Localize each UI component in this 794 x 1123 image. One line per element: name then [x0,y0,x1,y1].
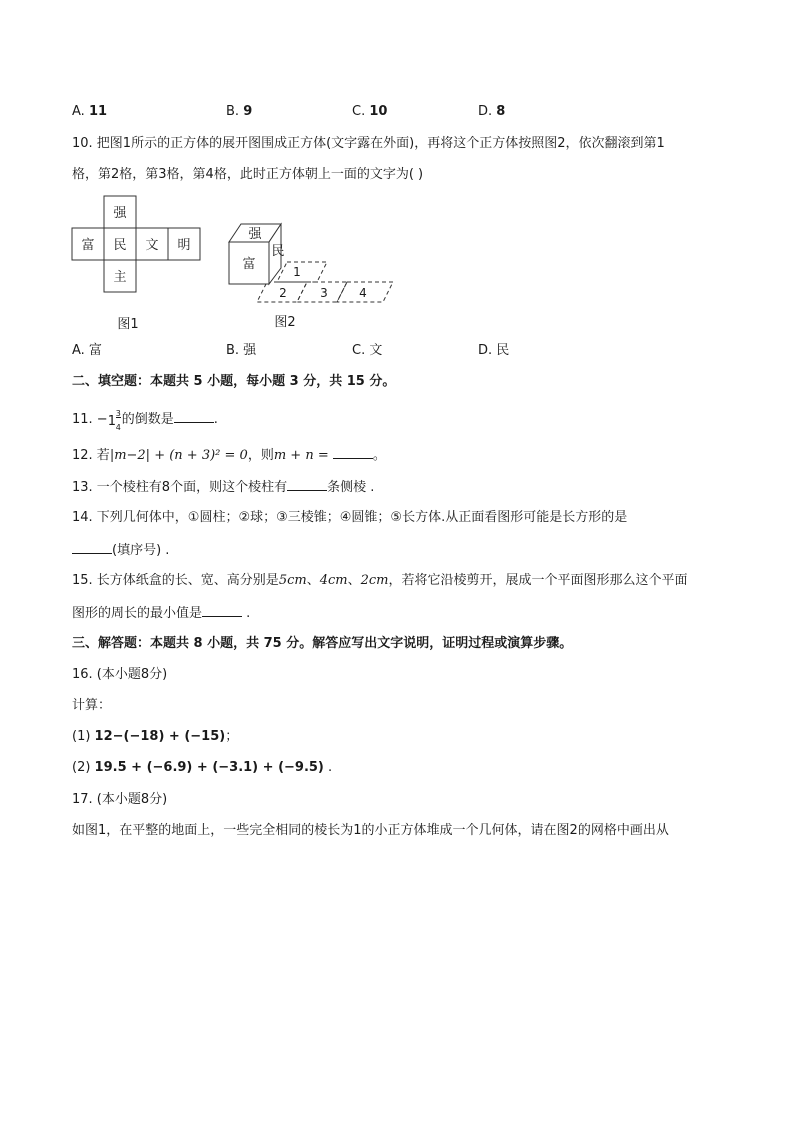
grid-cell-1: 1 [293,265,301,279]
q11: 11. − 1 3 4 的倒数是 . [72,408,218,432]
q12-answer-blank [333,446,373,459]
q10-option-b: B. 强 [226,343,257,358]
q16-part2: (2) 19.5 + (−6.9) + (−3.1) + (−9.5) . [72,760,333,775]
q10-figure2-rolling-cube [225,212,410,334]
q14-answer-blank [72,541,112,554]
net-face-right1: 文 [145,238,159,253]
q9-option-a: A. 11 [72,104,108,119]
q16-part2-expression: 19.5 + (−6.9) + (−3.1) + (−9.5) [94,760,324,775]
figure2-caption: 图2 [274,315,296,330]
q10-text-line1: 10. 把图1所示的正方体的展开图围成正方体(文字露在外面)，再将这个正方体按照图2，依次翻滚到第1 [72,136,665,151]
q16-intro: 计算： [72,698,112,713]
q12-expression: m + n = [273,448,329,463]
net-face-left: 富 [81,238,95,253]
cube-face-top: 强 [248,227,262,242]
net-face-top: 强 [113,206,127,221]
q13-answer-blank [287,478,327,491]
q10-option-c: C. 文 [352,343,383,358]
q10-figure1-cube-net [70,194,205,339]
q15-line1: 15. 长方体纸盒的长、宽、高分别是5cm、4cm、2cm，若将它沿棱剪开，展成一个平面图形那么这个平面 [72,573,688,588]
grid-cell-4: 4 [359,286,367,300]
section2-title: 二、填空题：本题共 5 小题，每小题 3 分，共 15 分。 [72,374,396,389]
q15-line2: 图形的周长的最小值是 . [72,606,251,621]
q10-option-d: D. 民 [478,343,510,358]
q16-part1: (1) 12−(−18) + (−15)； [72,729,239,744]
q14-line1: 14. 下列几何体中，①圆柱；②球；③三棱锥；④圆锥；⑤长方体.从正面看图形可能是长方形的是 [72,510,628,525]
section3-title: 三、解答题：本题共 8 小题，共 75 分。解答应写出文字说明，证明过程或演算步骤。 [72,636,573,651]
q9-option-c-value: 10 [369,104,388,119]
cube-face-front: 富 [242,257,256,272]
q14-line2: (填序号) . [72,541,169,560]
net-face-bottom: 主 [113,270,127,285]
q11-prefix: 11. − [72,412,108,427]
q10-option-a: A. 富 [72,343,102,358]
figure1-caption: 图1 [117,317,139,332]
q11-mixed-fraction: 1 3 4 [107,408,121,432]
q13: 13. 一个棱柱有8个面，则这个棱柱有 条侧棱 . [72,480,375,495]
q9-option-b-value: 9 [243,104,253,119]
grid-cell-2: 2 [279,286,287,300]
q17-header: 17. (本小题8分) [72,792,168,807]
q10-text-line2: 格，第2格，第3格，第4格，此时正方体朝上一面的文字为( ) [72,167,424,182]
grid-cell-3: 3 [320,286,328,300]
q12-equation: |m−2| + (n + 3)² = 0 [109,448,248,463]
q9-option-a-value: 11 [88,104,108,119]
q9-option-d-value: 8 [496,104,506,119]
cube-face-side: 民 [271,244,285,259]
q17-line1: 如图1，在平整的地面上，一些完全相同的棱长为1的小正方体堆成一个几何体，请在图2的网格中画出从 [72,823,669,838]
q9-option-d: D. 8 [478,104,506,119]
q9-option-c: C. 10 [352,104,388,119]
q16-header: 16. (本小题8分) [72,667,168,682]
q11-suffix: 的倒数是 [121,412,174,427]
q15-answer-blank [202,604,242,617]
q12: 12. 若|m−2| + (n + 3)² = 0，则m + n = 。 [72,448,386,463]
net-face-center: 民 [113,238,127,253]
q9-option-b: B. 9 [226,104,253,119]
q16-part1-expression: 12−(−18) + (−15) [94,729,226,744]
net-face-right2: 明 [177,238,191,253]
q11-answer-blank [174,410,214,423]
